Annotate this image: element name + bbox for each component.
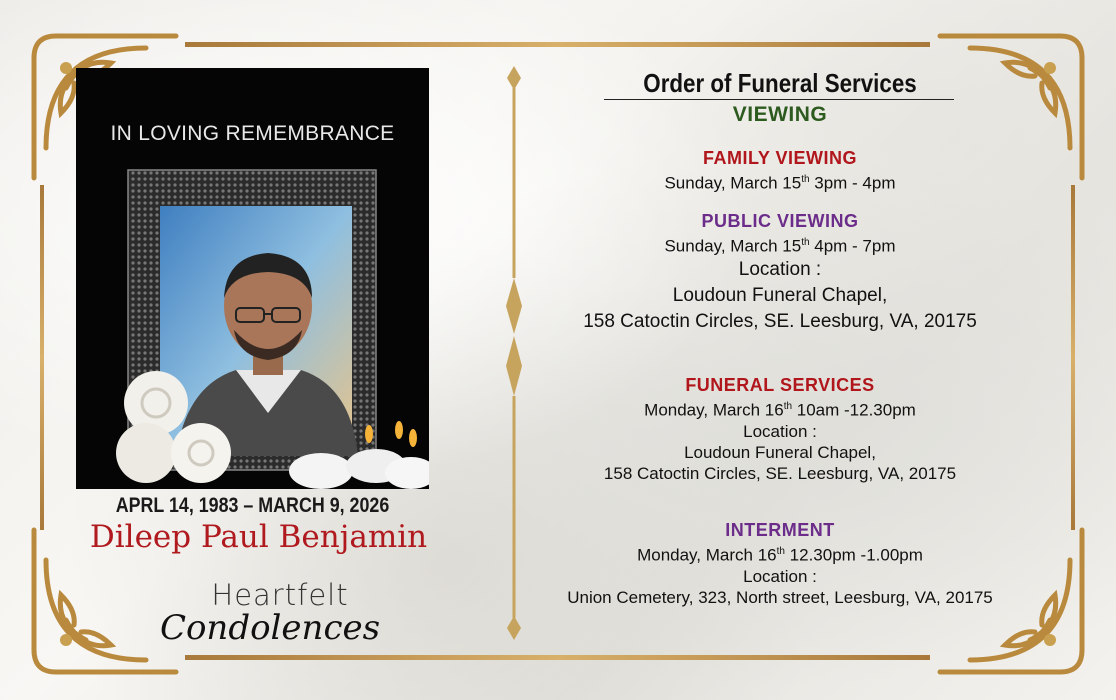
frame-right-border <box>1071 185 1075 530</box>
viewing-heading: VIEWING <box>732 103 828 126</box>
funeral-location-label: Location : <box>743 421 817 441</box>
family-viewing-section <box>545 148 1015 194</box>
memorial-photo <box>76 68 429 489</box>
services-title: Order of Funeral Services <box>643 68 917 98</box>
ornamental-divider-icon <box>505 66 523 640</box>
photo-heading: IN LOVING REMEMBRANCE <box>110 122 395 145</box>
funeral-venue: Loudoun Funeral Chapel, <box>684 442 876 462</box>
frame-left-border <box>40 185 44 530</box>
portrait-frame-icon <box>76 68 429 489</box>
life-dates: APRL 14, 1983 – MARCH 9, 2026 <box>115 494 390 517</box>
interment-location-label: Location : <box>743 566 817 586</box>
interment-when: Monday, March 16th 12.30pm -1.00pm <box>637 545 923 565</box>
family-viewing-when: Sunday, March 15th 3pm - 4pm <box>664 173 896 193</box>
funeral-services-title: FUNERAL SERVICES <box>685 375 875 395</box>
funeral-when: Monday, March 16th 10am -12.30pm <box>644 400 916 420</box>
deceased-name: Dileep Paul Benjamin <box>89 519 428 555</box>
public-address: 158 Catoctin Circles, SE. Leesburg, VA, 20175 <box>583 310 977 332</box>
public-location-label: Location : <box>738 258 822 280</box>
public-viewing-when: Sunday, March 15th 4pm - 7pm <box>664 236 896 256</box>
heartfelt-text: Heartfelt <box>211 578 349 612</box>
funeral-address: 158 Catoctin Circles, SE. Leesburg, VA, 20175 <box>603 463 957 483</box>
frame-bottom-border <box>185 655 930 660</box>
frame-top-border <box>185 42 930 47</box>
funeral-services-section <box>545 375 1015 484</box>
public-viewing-title: PUBLIC VIEWING <box>701 211 859 231</box>
interment-title: INTERMENT <box>725 520 835 540</box>
interment-address: Union Cemetery, 323, North street, Leesburg, VA, 20175 <box>567 587 993 607</box>
interment-section <box>545 520 1015 608</box>
condolences-text: Condolences <box>159 608 381 648</box>
public-venue: Loudoun Funeral Chapel, <box>672 284 888 306</box>
title-underline <box>604 99 954 100</box>
family-viewing-title: FAMILY VIEWING <box>702 148 858 168</box>
public-viewing-section <box>545 211 1015 335</box>
